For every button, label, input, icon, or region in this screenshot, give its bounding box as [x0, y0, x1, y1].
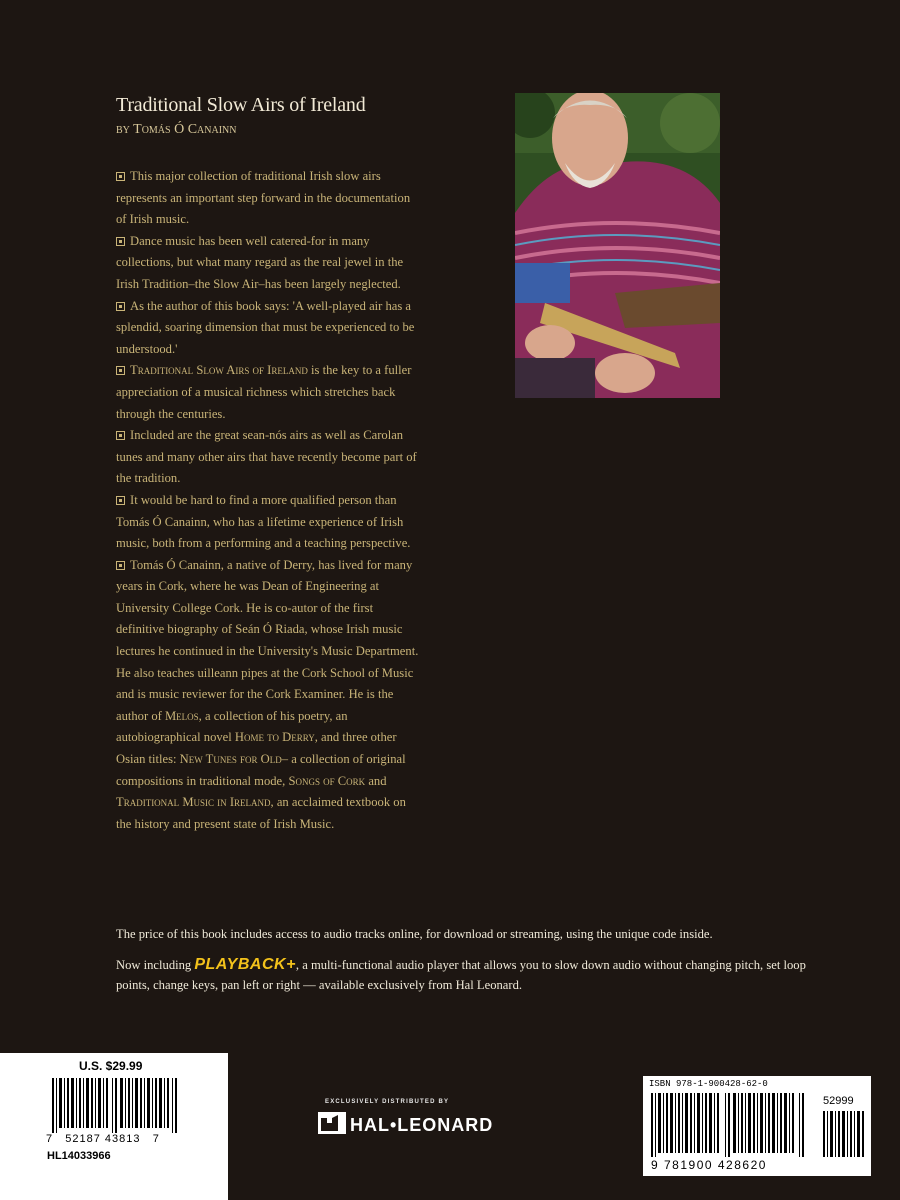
isbn-barcode-box [643, 1076, 871, 1176]
bullet-icon [116, 496, 125, 505]
bullet-icon [116, 237, 125, 246]
blurb-paragraph-2: Dance music has been well catered-for in many collections, but what many regard as the real jewel in the Irish Tradition–the Slow Air–has been largely neglected. [116, 233, 404, 291]
book-author: by Tomás Ó Canainn [116, 122, 237, 137]
author-photo [515, 93, 720, 398]
blurb-paragraph-4: Traditional Slow Airs of Ireland is the key to a fuller appreciation of a musical richness which stretches back through the centuries. [116, 363, 412, 421]
price-label: U.S. $29.99 [79, 1059, 143, 1073]
audio-access-note: The price of this book includes access to audio tracks online, for download or streaming, using the unique code inside. [116, 927, 713, 941]
isbn-barcode [651, 1093, 811, 1157]
bullet-icon [116, 366, 125, 375]
bullet-icon [116, 561, 125, 570]
distributor-label: EXCLUSIVELY DISTRIBUTED BY [325, 1099, 450, 1105]
book-title: Traditional Slow Airs of Ireland [116, 94, 366, 116]
bullet-icon [116, 302, 125, 311]
inline-title: Traditional Slow Airs of Ireland [130, 363, 308, 378]
upc-barcode [52, 1078, 182, 1133]
blurb-paragraph-1: This major collection of traditional Irish slow airs represents an important step forward in the documentation of Irish music. [116, 169, 411, 227]
author-bio: Tomás Ó Canainn, a native of Derry, has lived for many years in Cork, where he was Dean of Engineering at University College Cork. He is co-autor of the first definitive biography of Seán Ó Riada, whose Irish music lectures he continued in the University's Music Department. He also teaches uilleann pipes at the Cork School of Music and is music reviewer for the Cork Examiner. He is the author of Melos, a collection of his poetry, an autobiographical novel Home to Derry, and three other Osian titles: New Tunes for Old– a collection of original compositions in traditional mode, Songs of Cork and Traditional Music in Ireland, an acclaimed textbook on the history and present state of Irish Music. [116, 557, 419, 831]
playback-note: Now including PLAYBACK+, a multi-functional audio player that allows you to slow down audio without changing pitch, set loop points, change keys, pan left or right — available exclusively from Hal Leonard. [116, 956, 806, 992]
bullet-icon [116, 431, 125, 440]
blurb-paragraph-5: Included are the great sean-nós airs as well as Carolan tunes and many other airs that have recently become part of the tradition. [116, 428, 417, 486]
supplement-digits: 52999 [823, 1095, 854, 1107]
price-barcode-box [0, 1053, 228, 1200]
blurb-paragraph-6: It would be hard to find a more qualified person than Tomás Ó Canainn, who has a lifetime experience of Irish music, both from a performing and a teaching perspective. [116, 492, 411, 551]
publisher-name: HAL•LEONARD [350, 1115, 494, 1135]
playback-plus-logo: PLAYBACK+ [194, 956, 296, 973]
item-code: HL14033966 [47, 1150, 111, 1162]
supplement-barcode [823, 1111, 865, 1157]
isbn-digits: 9 781900 428620 [651, 1158, 767, 1172]
isbn-label: ISBN 978-1-900428-62-0 [649, 1079, 768, 1089]
blurb-paragraph-3: As the author of this book says: 'A well-played air has a splendid, soaring dimension that must be experienced to be understood.' [116, 298, 415, 356]
hal-leonard-logo-icon [318, 1112, 346, 1134]
blurb [116, 166, 421, 835]
upc-digits: 7 52187 43813 7 [46, 1133, 160, 1145]
bullet-icon [116, 172, 125, 181]
